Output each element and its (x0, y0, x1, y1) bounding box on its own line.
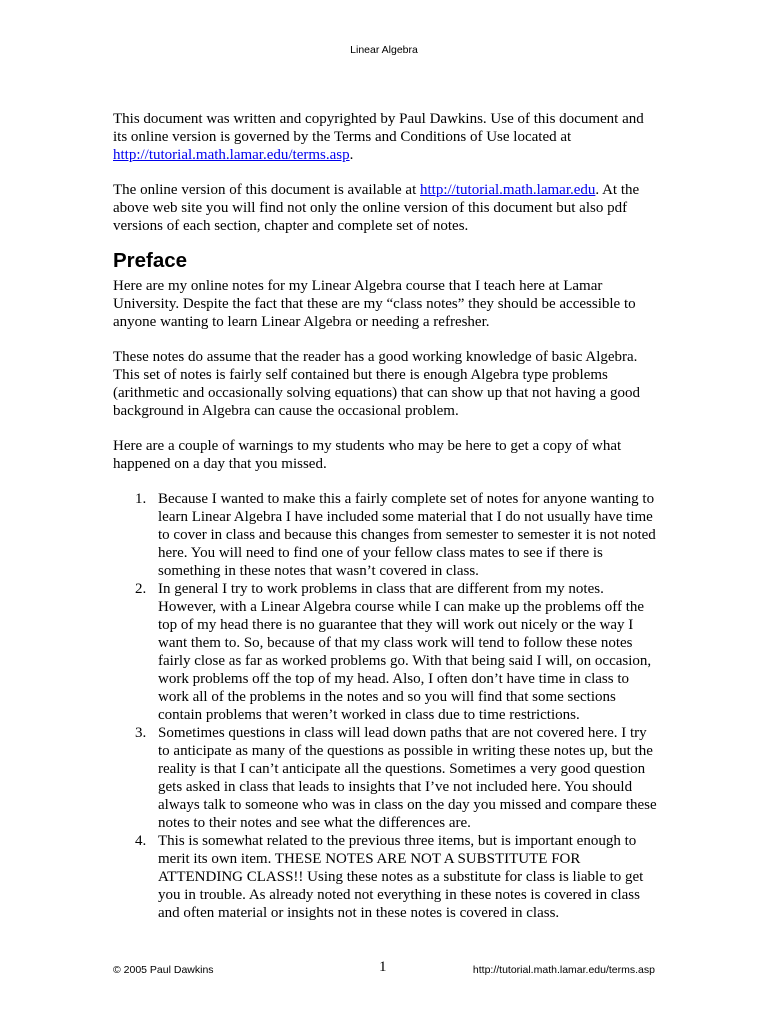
list-item (113, 832, 658, 922)
list-number: 1. (135, 491, 147, 507)
site-link[interactable]: http://tutorial.math.lamar.edu (420, 182, 596, 198)
copyright-text: This document was written and copyrighted by Paul Dawkins. Use of this document and its online version is governed by the Terms and Conditions of Use located at (113, 111, 644, 145)
list-text: Sometimes questions in class will lead down paths that are not covered here. I try to anticipate as many of the questions as possible in writing these notes up, but the reality is that I can’t anticipate all the questions. Sometimes a very good question gets asked in class that leads to insights that I’ve not included here. You should always talk to someone who was in class on the day you missed and compare these notes to their notes and see what the differences are. (158, 725, 657, 831)
terms-link[interactable]: http://tutorial.math.lamar.edu/terms.asp (113, 147, 350, 163)
list-number: 3. (135, 725, 147, 741)
preface-paragraph: These notes do assume that the reader has a good working knowledge of basic Algebra. This set of notes is fairly self contained but there is enough Algebra type problems (arithmetic and occasionally solving equations) that can show up that not having a good background in Algebra can cause the occasional problem. (113, 349, 640, 419)
online-version-end: . At the above web site you will find not only the online version of this document but also pdf versions of each section, chapter and complete set of notes. (113, 182, 640, 234)
list-text: In general I try to work problems in class that are different from my notes. However, with a Linear Algebra course while I can make up the problems off the top of my head there is no guarantee that they will work out nicely or the way I want them to. So, because of that my class work will tend to follow these notes fairly close as far as worked problems go. With that being said I will, on occasion, work problems off the top of my head. Also, I often don’t have time in class to work all of the problems in the notes and so you will find that some sections contain problems that weren’t worked in class due to time restrictions. (158, 581, 652, 723)
online-version-text: The online version of this document is available at (113, 182, 421, 198)
list-item (113, 580, 658, 724)
preface-paragraph: Here are my online notes for my Linear Algebra course that I teach here at Lamar University. Despite the fact that these are my “class notes” they should be accessible to anyone wanting to learn Linear Algebra or needing a refresher. (113, 278, 636, 330)
footer-copyright: © 2005 Paul Dawkins (113, 964, 214, 976)
page-footer (113, 959, 655, 982)
preface-paragraph: Here are a couple of warnings to my students who may be here to get a copy of what happened on a day that you missed. (113, 438, 622, 472)
list-number: 2. (135, 581, 147, 597)
preface-heading: Preface (113, 249, 188, 272)
document-body (113, 110, 658, 922)
footer-url: http://tutorial.math.lamar.edu/terms.asp (472, 964, 655, 976)
page-header: Linear Algebra (350, 44, 418, 56)
warnings-list (113, 490, 658, 922)
page-number: 1 (379, 959, 387, 975)
copyright-end: . (349, 147, 354, 163)
list-text: Because I wanted to make this a fairly complete set of notes for anyone wanting to learn Linear Algebra I have included some material that I do not usually have time to cover in class and because this changes from semester to semester it is not noted here. You will need to find one of your fellow class mates to see if there is something in these notes that wasn’t covered in class. (158, 491, 656, 579)
copyright-notice (113, 110, 658, 164)
list-item (113, 490, 658, 580)
list-item (113, 724, 658, 832)
online-version-notice (113, 181, 658, 235)
list-number: 4. (135, 833, 147, 849)
list-text: This is somewhat related to the previous three items, but is important enough to merit its own item. THESE NOTES ARE NOT A SUBSTITUTE FOR ATTENDING CLASS!! Using these notes as a substitute for class is liable to get you in trouble. As already noted not everything in these notes is covered in class and often material or insights not in these notes is covered in class. (158, 833, 644, 921)
